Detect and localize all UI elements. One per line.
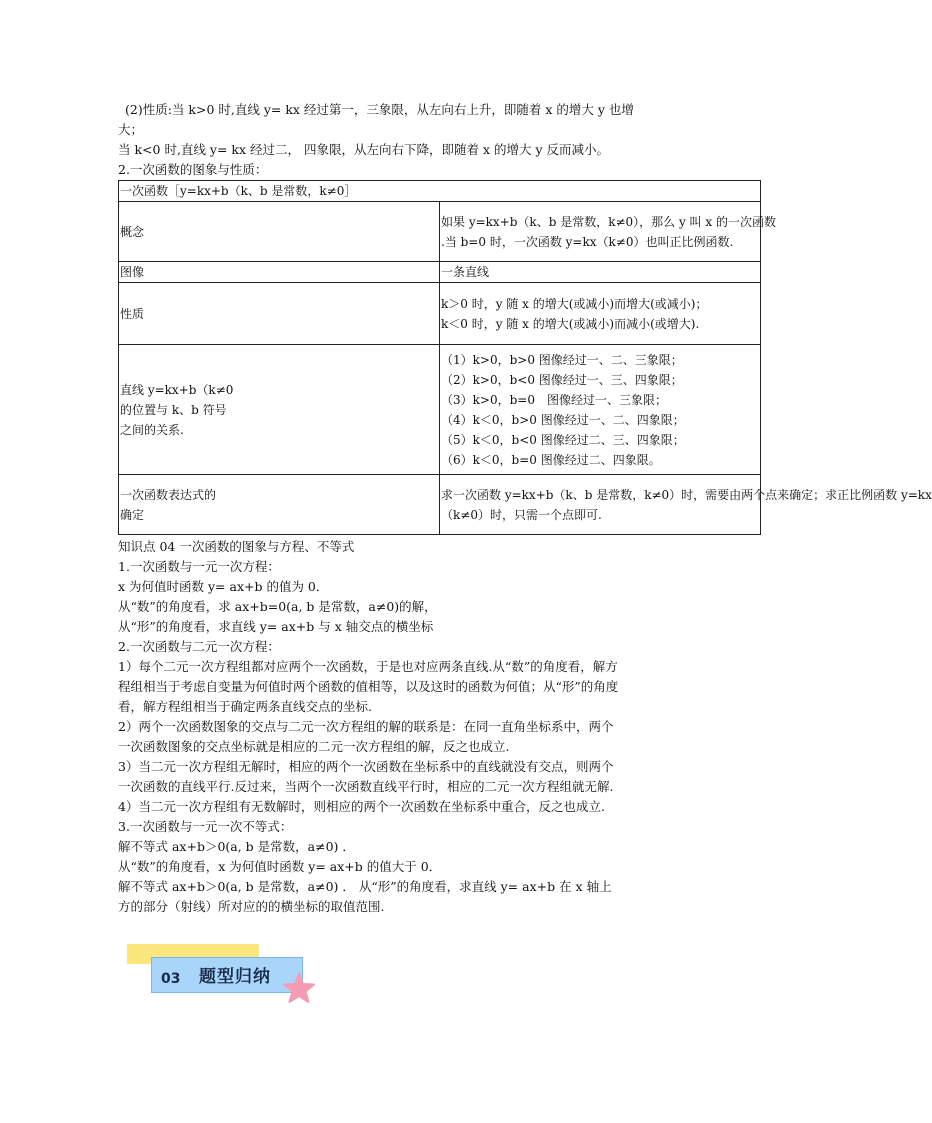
table-row [119,345,761,475]
text-line: 1）每个二元一次方程组都对应两个一次函数，于是也对应两条直线.从“数”的角度看，解方 [118,659,618,674]
text-line: 4）当二元一次方程组有无数解时，则相应的两个一次函数在坐标系中重合，反之也成立. [118,799,605,814]
text-line: x 为何值时函数 y= ax+b 的值为 0． [118,579,329,594]
row-label-determination: 一次函数表达式的 确定 [119,475,440,535]
text-line: 一次函数的直线平行.反过来，当两个一次函数直线平行时，相应的二元一次方程组就无解. [118,779,614,794]
knowledge-section [118,537,678,917]
knowledge-point-title: 知识点 04 一次函数的图象与方程、不等式 [118,539,355,554]
text-line: 3.一次函数与一元一次不等式： [118,819,293,834]
row-label-position: 直线 y=kx+b（k≠0 的位置与 k、b 符号 之间的关系. [119,345,440,475]
text-line: 从“数”的角度看，x 为何值时函数 y= ax+b 的值大于 0． [118,859,442,874]
row-content-concept: 如果 y=kx+b（k、b 是常数，k≠0），那么 y 叫 x 的一次函数 .当 b=0 时，一次函数 y=kx（k≠0）也叫正比例函数. [440,202,761,262]
row-label-concept: 概念 [119,202,440,262]
text-line: 1.一次函数与一元一次方程： [118,559,280,574]
row-label-property: 性质 [119,283,440,345]
text-line: 2）两个一次函数图象的交点与二元一次方程组的解的联系是：在同一直角坐标系中，两个 [118,719,614,734]
text-line: 从“形”的角度看，求直线 y= ax+b 与 x 轴交点的横坐标 [118,619,434,634]
section-banner [127,944,317,996]
linear-function-table [118,180,932,535]
table-row [119,283,761,345]
text-line: 一次函数图象的交点坐标就是相应的二元一次方程组的解，反之也成立. [118,739,510,754]
text-line: 从“数”的角度看，求 ax+b=0(a, b 是常数，a≠0)的解， [118,599,437,614]
section-heading-linear-function: 2.一次函数的图象与性质： [118,162,268,177]
text-line: 方的部分（射线）所对应的的横坐标的取值范围. [118,899,385,914]
property-line-3: 当 k<0 时,直线 y= kx 经过二， 四象限，从左向右下降，即随着 x 的增大 y 反而减小。 [118,142,609,157]
table-header: 一次函数［y=kx+b（k、b 是常数，k≠0］ [119,181,761,202]
banner-number: 03 [161,971,181,987]
text-line: 解不等式 ax+b＞0(a, b 是常数，a≠0) ． [118,839,355,854]
row-content-determination: 求一次函数 y=kx+b（k、b 是常数，k≠0）时，需要由两个点来确定；求正比例函数 y=kx （k≠0）时，只需一个点即可. [440,475,761,535]
table-row [119,475,761,535]
star-icon [283,972,315,1004]
table-row [119,202,761,262]
content-area [118,100,932,917]
text-line: 3）当二元一次方程组无解时，相应的两个一次函数在坐标系中的直线就没有交点，则两个 [118,759,614,774]
property-line-2: 大； [118,122,144,137]
row-label-graph: 图像 [119,262,440,283]
row-content-property: k＞0 时，y 随 x 的增大(或减小)而增大(或减小)； k＜0 时，y 随 x 的增大(或减小)而减小(或增大). [440,283,761,345]
text-line: 看，解方程组相当于确定两条直线交点的坐标. [118,699,372,714]
banner-title: 题型归纳 [199,967,271,987]
row-content-position: （1）k>0，b>0 图像经过一、二、三象限； （2）k>0，b<0 图像经过一、三、四象限； （3）k>0，b=0 图像经过一、三象限； （4）k＜0，b>0 图像经过一、二、四象限； （5）k＜0，b<0 图像经过二、三、四象限； （6）k＜0，b=0 图像经过二、四象限。 [440,345,761,475]
text-line: 2.一次函数与二元一次方程： [118,639,280,654]
text-line: 程组相当于考虑自变量为何值时两个函数的值相等，以及这时的函数为何值；从“形”的角度 [118,679,619,694]
row-content-graph: 一条直线 [440,262,761,283]
text-line: 解不等式 ax+b＞0(a, b 是常数，a≠0) ． 从“形”的角度看，求直线 y= ax+b 在 x 轴上 [118,879,612,894]
property-line-1: (2)性质:当 k>0 时,直线 y= kx 经过第一，三象限，从左向右上升，即随着 x 的增大 y 也增 [125,102,634,117]
table-row [119,262,761,283]
